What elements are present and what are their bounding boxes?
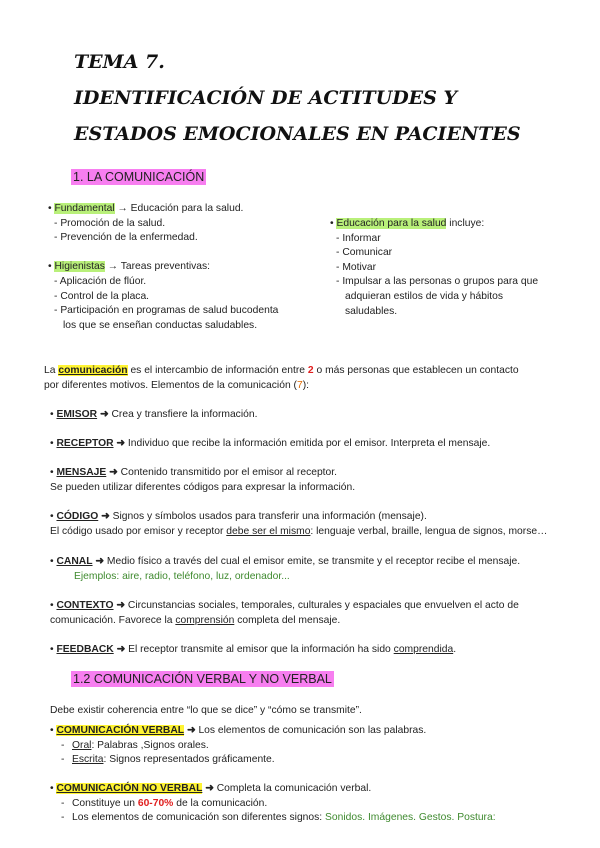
element-emisor: • EMISOR ➜ Crea y transfiere la información. (50, 409, 258, 420)
title-line-2: IDENTIFICACIÓN DE ACTITUDES Y (74, 87, 458, 109)
number-two: 2 (307, 365, 314, 376)
signos-examples: Sonidos. Imágenes. Gestos. Postura: (325, 812, 496, 824)
codigo-label: CÓDIGO (56, 511, 99, 522)
comunicacion-no-verbal: • COMUNICACIÓN NO VERBAL ➜ Completa la comunicación verbal. - Constituye un 60-70% de la comunicación. - Los elementos de comunicación son diferentes signos: Sonidos. Imágenes. Gestos. Postura: (50, 782, 496, 826)
list-item: - Control de la placa. (54, 290, 150, 302)
list-item: - Aplicación de flúor. (54, 275, 147, 287)
emisor-label: EMISOR (56, 409, 98, 420)
fundamental-line: • Fundamental → Educación para la salud. (48, 203, 244, 214)
feedback-label: FEEDBACK (56, 644, 114, 655)
percent-value: 60-70% (137, 797, 174, 809)
list-item: - Impulsar a las personas o grupos para que (336, 276, 539, 288)
right-column (330, 217, 538, 319)
section-1-heading: 1. LA COMUNICACIÓN (73, 170, 205, 184)
list-item: - Comunicar (336, 247, 393, 259)
element-codigo: • CÓDIGO ➜ Signos y símbolos usados para transferir una información (mensaje). El código usado por emisor y receptor debe ser el mismo: lenguaje verbal, braille, lengua de signos, morse… (50, 511, 548, 537)
list-item-continuation: adquieran estilos de vida y hábitos (345, 290, 503, 302)
coherencia-text: Debe existir coherencia entre “lo que se dice” y “cómo se transmite”. (50, 705, 362, 716)
no-verbal-label: COMUNICACIÓN NO VERBAL (56, 783, 203, 794)
element-receptor: • RECEPTOR ➜ Individuo que recibe la información emitida por el emisor. Interpreta el mensaje. (50, 438, 491, 449)
contexto-label: CONTEXTO (56, 600, 114, 611)
verbal-label: COMUNICACIÓN VERBAL (56, 725, 185, 736)
arrow-icon: ➜ (99, 409, 109, 420)
fundamental-keyword: Fundamental (54, 203, 115, 214)
arrow-icon: ➜ (205, 783, 214, 794)
arrow-icon: ➜ (116, 600, 126, 611)
title-line-3: ESTADOS EMOCIONALES EN PACIENTES (74, 123, 521, 145)
arrow-icon: ➜ (116, 644, 126, 655)
receptor-label: RECEPTOR (56, 438, 114, 449)
document-title (74, 44, 574, 152)
arrow-icon: ➜ (186, 725, 196, 736)
list-item-continuation: los que se enseñan conductas saludables. (63, 319, 258, 331)
number-seven: 7 (296, 379, 303, 391)
element-contexto: • CONTEXTO ➜ Circunstancias sociales, temporales, culturales y espaciales que envuelven el acto de comunicación. Favorece la comprensión completa del mensaje. (50, 600, 519, 626)
comunicacion-keyword: comunicación (58, 365, 128, 376)
list-item: - Prevención de la enfermedad. (54, 232, 198, 244)
higienistas-keyword: Higienistas (54, 261, 105, 273)
list-item: - Participación en programas de salud bucodenta (54, 305, 279, 317)
element-mensaje: • MENSAJE ➜ Contenido transmitido por el emisor al receptor. Se pueden utilizar diferentes códigos para expresar la información. (50, 467, 356, 493)
element-feedback: • FEEDBACK ➜ El receptor transmite al emisor que la información ha sido comprendida. (50, 644, 457, 655)
canal-label: CANAL (56, 556, 93, 567)
higienistas-line: • Higienistas → Tareas preventivas: (48, 261, 211, 273)
list-item: - Informar (336, 232, 381, 244)
arrow-icon: ➜ (95, 556, 105, 567)
list-item: - Motivar (336, 261, 377, 273)
canal-examples: Ejemplos: aire, radio, teléfono, luz, ordenador... (74, 570, 290, 582)
title-line-1: TEMA 7. (74, 51, 165, 73)
list-item: - Los elementos de comunicación son diferentes signos: Sonidos. Imágenes. Gestos. Postura: (61, 812, 496, 824)
arrow-icon: ➜ (109, 467, 118, 478)
list-item-continuation: saludables. (345, 305, 398, 317)
mensaje-label: MENSAJE (56, 467, 107, 478)
arrow-icon: ➜ (101, 511, 110, 522)
left-column (48, 202, 278, 333)
educacion-keyword: Educación para la salud (336, 218, 447, 229)
list-item: - Escrita: Signos representados gráficamente. (61, 754, 275, 766)
section-2-heading: 1.2 COMUNICACIÓN VERBAL Y NO VERBAL (73, 672, 332, 686)
arrow-icon: ➜ (116, 438, 126, 449)
comunicacion-definition: La comunicación es el intercambio de información entre 2 o más personas que establecen un contacto por diferentes motivos. Elementos de la comunicación (7): (44, 365, 519, 391)
list-item: - Oral: Palabras ,Signos orales. (61, 739, 209, 751)
educacion-line: • Educación para la salud incluye: (330, 218, 485, 229)
list-item: - Promoción de la salud. (54, 217, 166, 229)
comunicacion-verbal: • COMUNICACIÓN VERBAL ➜ Los elementos de comunicación son las palabras. - Oral: Palabras ,Signos orales. - Escrita: Signos representados gráficamente. (50, 724, 426, 768)
list-item: - Constituye un 60-70% de la comunicación. (61, 797, 268, 809)
element-canal: • CANAL ➜ Medio físico a través del cual el emisor emite, se transmite y el receptor recibe el mensaje. Ejemplos: aire, radio, teléfono, luz, ordenador... (50, 555, 520, 584)
